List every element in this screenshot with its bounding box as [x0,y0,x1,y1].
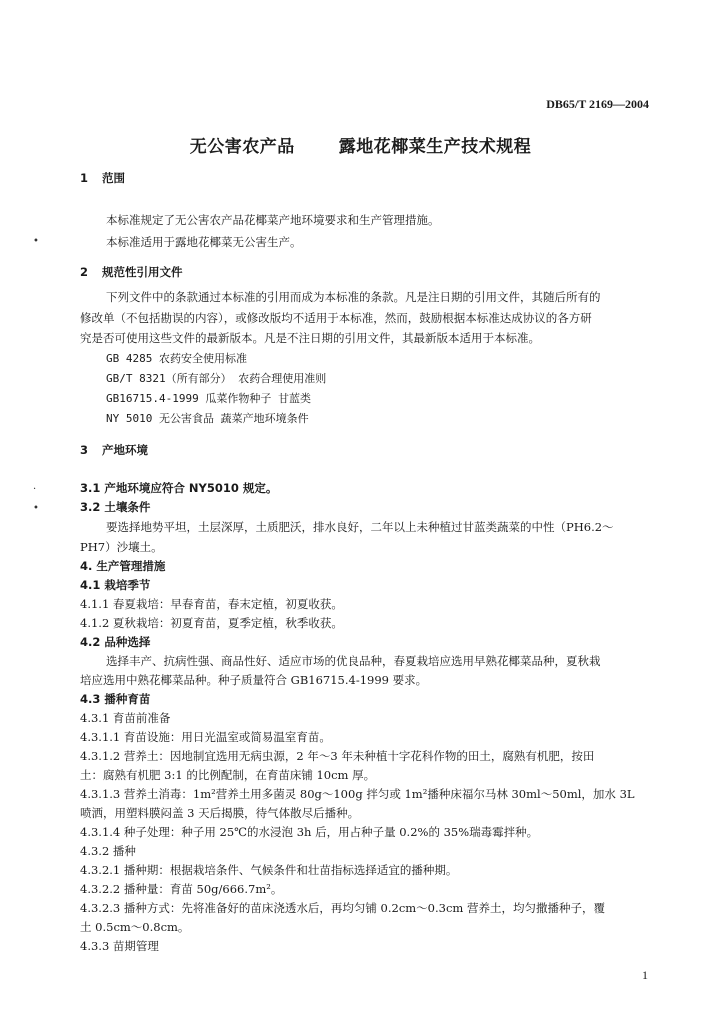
paragraph-line: 4.3.1.4 种子处理：种子用 25℃的水浸泡 3h 后，用占种子量 0.2%的 35%瑞毒霉拌种。 [80,825,539,839]
title-main: 露地花椰菜生产技术规程 [338,137,532,157]
subsection-heading: 3.1 产地环境应符合 NY5010 规定。 [80,481,278,495]
scan-speck: • [33,236,39,247]
page-number: 1 [642,968,648,982]
paragraph-line: 4.1.2 夏秋栽培：初夏育苗，夏季定植，秋季收获。 [80,616,343,630]
paragraph-line: 土：腐熟有机肥 3:1 的比例配制，在育苗床铺 10cm 厚。 [80,768,376,782]
subsection-heading: 4.3.2 播种 [80,844,136,858]
paragraph-line: 土 0.5cm～0.8cm。 [80,920,190,934]
reference-item: NY 5010 无公害食品 蔬菜产地环境条件 [106,412,309,425]
title-prefix: 无公害农产品 [189,137,295,157]
document-number: DB65/T 2169—2004 [546,97,649,111]
subsection-heading: 3.2 土壤条件 [80,500,151,514]
reference-item: GB/T 8321（所有部分） 农药合理使用准则 [106,372,327,385]
subsection-heading: 4.3.1 育苗前准备 [80,711,171,725]
paragraph-line: 选择丰产、抗病性强、商品性好、适应市场的优良品种，春夏栽培应选用早熟花椰菜品种，夏秋栽 [106,654,601,668]
page-title [0,132,721,157]
section-1-heading: 1 范围 [80,171,125,185]
reference-item: GB 4285 农药安全使用标准 [106,352,247,365]
subsection-heading: 4.1 栽培季节 [80,578,151,592]
paragraph-line: 4.3.1.2 营养土：因地制宜选用无病虫源，2 年～3 年未种植十字花科作物的田土，腐熟有机肥，按田 [80,749,595,763]
paragraph-line: 要选择地势平坦，土层深厚，土质肥沃，排水良好，二年以上未种植过甘蓝类蔬菜的中性（PH6.2～ [106,520,614,534]
paragraph-line: 培应选用中熟花椰菜品种。种子质量符合 GB16715.4-1999 要求。 [80,673,428,687]
subsection-heading: 4.2 品种选择 [80,635,151,649]
subsection-heading: 4.3 播种育苗 [80,692,151,706]
paragraph-line: PH7）沙壤土。 [80,540,163,554]
scan-speck: • [33,503,39,514]
section-3-heading: 3 产地环境 [80,443,148,457]
paragraph-line: 4.3.2.2 播种量：育苗 50g/666.7m²。 [80,882,283,896]
scan-speck: · [33,484,37,495]
paragraph-line: 4.3.1.3 营养土消毒：1m²营养土用多菌灵 80g～100g 拌匀或 1m²播种床福尔马林 30ml～50ml，加水 3L [80,787,635,801]
paragraph-line: 4.3.2.1 播种期：根据栽培条件、气候条件和壮苗指标选择适宜的播种期。 [80,863,458,877]
paragraph-line: 究是否可使用这些文件的最新版本。凡是不注日期的引用文件，其最新版本适用于本标准。 [80,331,540,345]
paragraph-line: 4.3.1.1 育苗设施：用日光温室或简易温室育苗。 [80,730,331,744]
paragraph-line: 修改单（不包括勘误的内容），或修改版均不适用于本标准，然而，鼓励根据本标准达成协议的各方研 [80,311,592,325]
reference-item: GB16715.4-1999 瓜菜作物种子 甘蓝类 [106,392,311,405]
section-2-heading: 2 规范性引用文件 [80,265,183,279]
paragraph-line: 下列文件中的条款通过本标准的引用而成为本标准的条款。凡是注日期的引用文件，其随后所有的 [106,290,601,304]
paragraph-line: 4.3.2.3 播种方式：先将准备好的苗床浇透水后，再均匀铺 0.2cm～0.3cm 营养土，均匀撒播种子，覆 [80,901,605,915]
subsection-heading: 4.3.3 苗期管理 [80,939,159,953]
paragraph-line: 喷洒，用塑料膜闷盖 3 天后揭膜，待气体散尽后播种。 [80,806,360,820]
paragraph-line: 本标准适用于露地花椰菜无公害生产。 [106,235,302,249]
section-4-heading: 4. 生产管理措施 [80,559,166,573]
paragraph-line: 本标准规定了无公害农产品花椰菜产地环境要求和生产管理措施。 [106,213,440,227]
paragraph-line: 4.1.1 春夏栽培：早春育苗，春末定植，初夏收获。 [80,597,343,611]
